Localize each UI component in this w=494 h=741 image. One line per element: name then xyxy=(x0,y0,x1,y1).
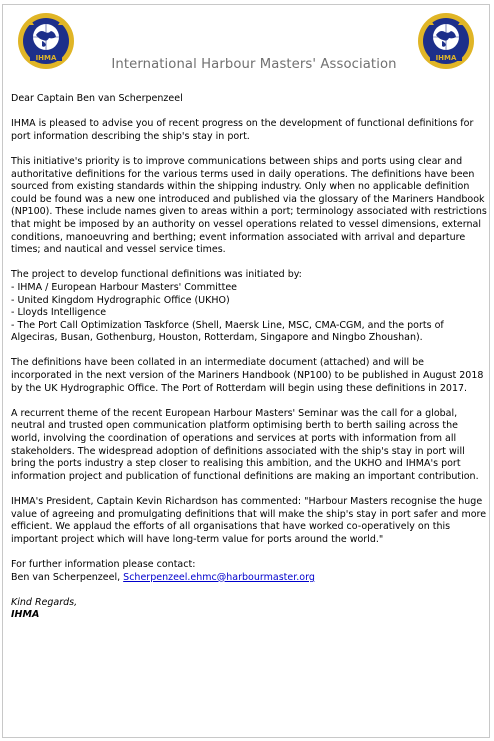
sign-off xyxy=(11,597,487,622)
contact-name: Ben van Scherpenzeel, xyxy=(11,571,124,583)
paragraph-6: IHMA's President, Captain Kevin Richardson has commented: "Harbour Masters recognise the huge value of agreeing and promulgating definitions that will make the ship's stay in port safer and more efficient. We applaud the efforts of all organisations that have worked co-operatively on this important project which will have long-term value for ports around the world." xyxy=(11,496,487,545)
organisation-name: International Harbour Masters' Association xyxy=(111,57,397,72)
list-item: - The Port Call Optimization Taskforce (Shell, Maersk Line, MSC, CMA-CGM, and the ports of Algeciras, Busan, Gothenburg, Houston, Rotterdam, Singapore and Ningbo Zhoushan). xyxy=(11,319,444,344)
initiators-intro: The project to develop functional definitions was initiated by: xyxy=(11,269,302,281)
paragraph-1: IHMA is pleased to advise you of recent progress on the development of functional definitions for port information describing the ship's stay in port. xyxy=(11,118,474,142)
paragraph-2: This initiative's priority is to improve communications between ships and ports using clear and authoritative definitions for the various terms used in daily operations. The definitions have been sourced from existing standards within the shipping industry. Only when no applicable definition could be found was a new one introduced and published via the glossary of the Mariners Handbook (NP100). These include names given to areas within a port; terminology associated with restrictions that might be imposed by an authority on vessel operations related to vessel dimensions, external conditions, manoeuvring and berthing; event information associated with arrival and departure times; and nautical and vessel service times. xyxy=(11,155,487,256)
paragraph-4: The definitions have been collated in an intermediate document (attached) and will be incorporated in the next version of the Mariners Handbook (NP100) to be published in August 2018 by the UK Hydrographic Office. The Port of Rotterdam will begin using these definitions in 2017. xyxy=(11,357,484,394)
paragraph-5: A recurrent theme of the recent European Harbour Masters' Seminar was the call for a global, neutral and trusted open communication platform optimising berth to berth sailing across the world, involving the coordination of operations and services at ports with information from all stakeholders. The widespread adoption of definitions associated with the ship's stay in port will bring the ports industry a step closer to realising this ambition, and the UKHO and IHMA's port information project and publication of functional definitions are making an important contribution. xyxy=(11,407,479,482)
logo-left-text: IHMA xyxy=(35,54,57,62)
initiators-paragraph xyxy=(11,269,487,345)
salutation: Dear Captain Ben van Scherpenzeel xyxy=(11,93,183,104)
letterhead xyxy=(3,5,491,87)
logo-right-text: IHMA xyxy=(435,54,457,62)
list-item: - IHMA / European Harbour Masters' Committee xyxy=(11,281,238,293)
letter-body xyxy=(11,93,487,635)
contact-intro: For further information please contact: xyxy=(11,558,196,570)
contact-paragraph xyxy=(11,559,487,584)
contact-line xyxy=(11,572,487,585)
list-item: - Lloyds Intelligence xyxy=(11,307,107,319)
list-item: - United Kingdom Hydrographic Office (UKHO) xyxy=(11,294,230,306)
signature: IHMA xyxy=(11,609,40,621)
closing: Kind Regards, xyxy=(11,596,78,608)
contact-email-link[interactable]: Scherpenzeel.ehmc@harbourmaster.org xyxy=(123,571,315,583)
email-frame xyxy=(2,4,490,738)
